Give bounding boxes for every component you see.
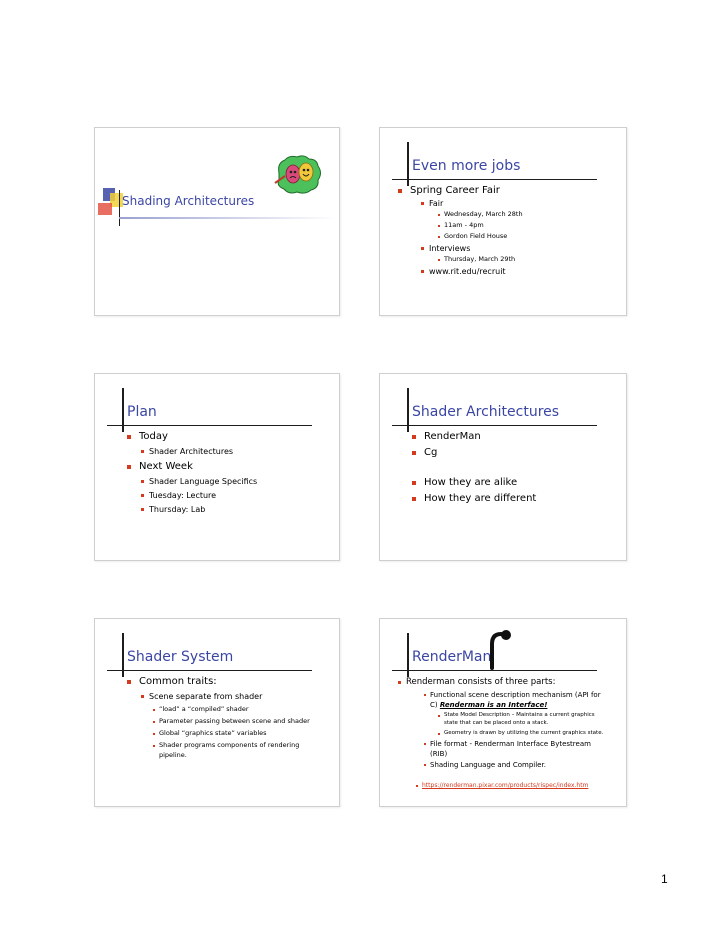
bullet: Functional scene description mechanism (API for [423, 691, 601, 699]
bullet: How they are different [410, 493, 536, 505]
slide-2 [379, 127, 627, 316]
bullet-continuation: (RIB) [430, 750, 448, 758]
bullet: Gordon Field House [437, 233, 507, 240]
bullet: File format - Renderman Interface Bytestream [423, 740, 591, 748]
decor-square-red [98, 203, 112, 215]
renderman-logo-icon [484, 626, 514, 670]
bullet: Shading Language and Compiler. [423, 761, 546, 769]
bullet: Shader programs components of rendering [152, 742, 299, 749]
title-hline [392, 425, 597, 426]
slide-6 [379, 618, 627, 807]
bullet: Global “graphics state” variables [152, 730, 267, 737]
slide-5 [94, 618, 340, 807]
title-hline [392, 179, 597, 180]
reference-link[interactable] [415, 782, 588, 790]
bullet: Next Week [125, 461, 193, 473]
bullet: State Model Description – Maintains a current graphics [437, 712, 595, 718]
bullet: www.rit.edu/recruit [420, 267, 506, 276]
bullet-continuation: state that can be placed onto a stack. [444, 720, 549, 726]
page-number: 1 [661, 872, 668, 886]
bullet: Shader Architectures [140, 447, 233, 456]
slide-title: Even more jobs [412, 158, 521, 174]
slide-4 [379, 373, 627, 561]
emphasis-text: Renderman is an Interface! [439, 701, 548, 709]
bullet: Spring Career Fair [396, 185, 500, 197]
title-hline [107, 425, 312, 426]
bullet: Renderman consists of three parts: [397, 678, 555, 688]
bullet: Scene separate from shader [140, 692, 262, 701]
bullet: Thursday: Lab [140, 505, 205, 514]
theater-masks-icon [273, 153, 325, 195]
title-hline [107, 670, 312, 671]
bullet: “load” a “compiled” shader [152, 706, 249, 713]
bullet: Wednesday, March 28th [437, 211, 523, 218]
bullet: How they are alike [410, 477, 517, 489]
slide-title: Shader Architectures [412, 404, 560, 420]
bullet: Shader Language Specifics [140, 477, 257, 486]
bullet: Geometry is drawn by utilizing the current graphics state. [437, 730, 603, 736]
slide-title: Shading Architectures [122, 194, 255, 208]
slide-title: RenderMan [412, 649, 492, 665]
decor-vline [119, 190, 120, 226]
decor-gradient-line [119, 217, 337, 219]
bullet: Cg [410, 447, 437, 459]
bullet: Common traits: [125, 676, 217, 688]
bullet: Today [125, 431, 168, 443]
bullet: Thursday, March 29th [437, 256, 515, 263]
slide-title: Shader System [127, 649, 234, 665]
bullet-text: C) [430, 701, 440, 709]
bullet: Parameter passing between scene and shader [152, 718, 310, 725]
bullet: Tuesday: Lecture [140, 491, 216, 500]
title-hline [392, 670, 597, 671]
renderman-spec-link[interactable]: https://renderman.pixar.com/products/rispec/index.htm [422, 782, 589, 789]
bullet: Fair [420, 199, 443, 208]
slide-1 [94, 127, 340, 316]
bullet-continuation [423, 701, 547, 709]
slide-title: Plan [127, 404, 157, 420]
bullet-continuation: pipeline. [159, 751, 187, 759]
bullet: Interviews [420, 244, 470, 253]
slide-3 [94, 373, 340, 561]
bullet: RenderMan [410, 431, 481, 443]
bullet: 11am - 4pm [437, 222, 484, 229]
